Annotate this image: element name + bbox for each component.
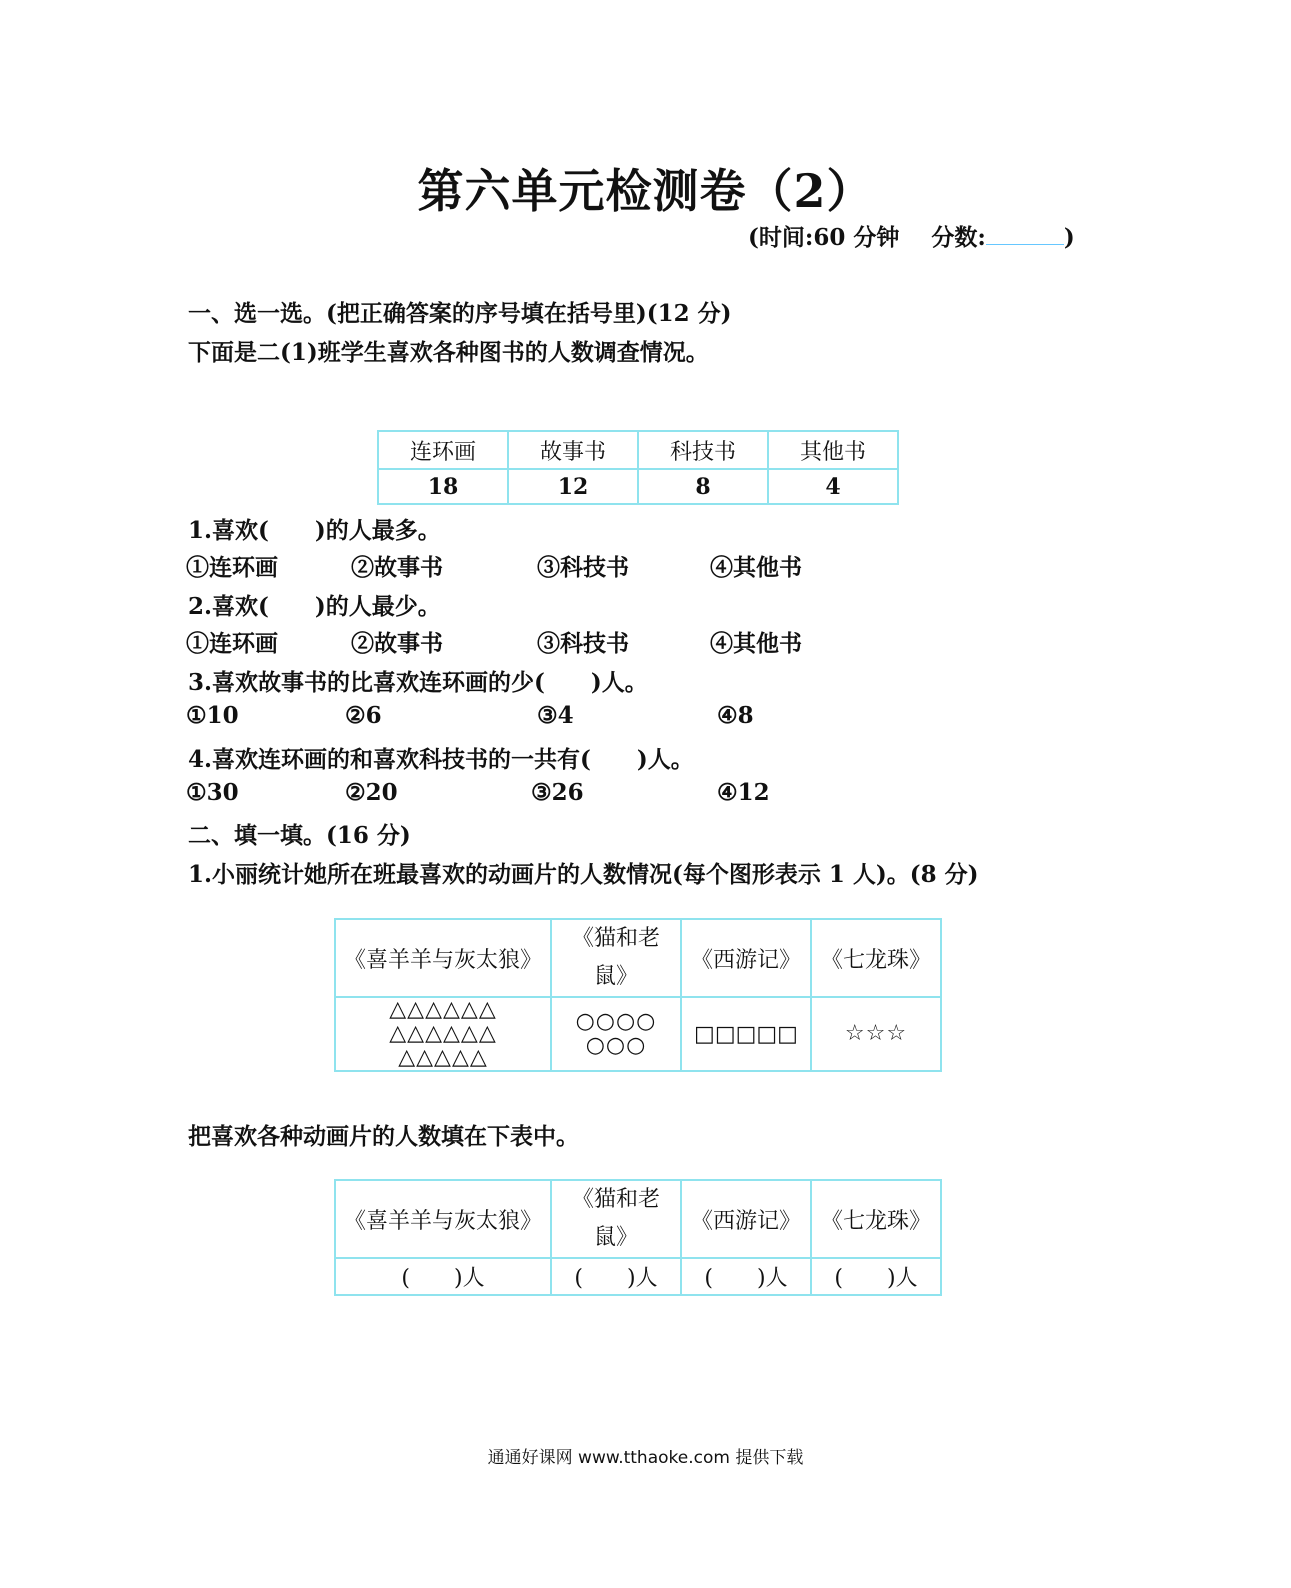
circle-row: ○○○○ bbox=[575, 1009, 657, 1034]
cartoon-header: 《喜羊羊与灰太狼》 bbox=[335, 1180, 551, 1258]
section1-heading: 一、选一选。(把正确答案的序号填在括号里)(12 分) bbox=[188, 300, 732, 327]
answer-blank[interactable]: ( )人 bbox=[811, 1258, 941, 1295]
circle-tally bbox=[551, 997, 681, 1071]
table-header: 连环画 bbox=[378, 431, 508, 469]
option: ④12 bbox=[717, 779, 770, 806]
option: ④其他书 bbox=[710, 554, 802, 581]
star-tally: ☆☆☆ bbox=[811, 997, 941, 1071]
option: ③4 bbox=[537, 702, 574, 729]
cartoon-count-table bbox=[334, 1179, 942, 1296]
cartoon-header: 《西游记》 bbox=[681, 1180, 811, 1258]
option: ③科技书 bbox=[537, 554, 629, 581]
section2-question-1: 1.小丽统计她所在班最喜欢的动画片的人数情况(每个图形表示 1 人)。(8 分) bbox=[188, 861, 979, 888]
score-blank[interactable] bbox=[986, 243, 1064, 245]
option: ④其他书 bbox=[710, 630, 802, 657]
option: ③26 bbox=[531, 779, 584, 806]
circle-row: ○○○ bbox=[585, 1033, 647, 1058]
table-header: 其他书 bbox=[768, 431, 898, 469]
cartoon-header: 《西游记》 bbox=[681, 919, 811, 997]
score-label: 分数: bbox=[931, 224, 986, 251]
cartoon-header: 《猫和老鼠》 bbox=[551, 919, 681, 997]
question-4: 4.喜欢连环画的和喜欢科技书的一共有( )人。 bbox=[188, 746, 694, 773]
table-header: 科技书 bbox=[638, 431, 768, 469]
table-cell: 8 bbox=[638, 469, 768, 504]
table-header: 故事书 bbox=[508, 431, 638, 469]
table-cell: 4 bbox=[768, 469, 898, 504]
square-tally: □□□□□ bbox=[681, 997, 811, 1071]
answer-blank[interactable]: ( )人 bbox=[551, 1258, 681, 1295]
option: ①连环画 bbox=[186, 630, 278, 657]
section2-heading: 二、填一填。(16 分) bbox=[188, 822, 411, 849]
triangle-row: △△△△△△ bbox=[389, 1021, 497, 1046]
footer-source: 通通好课网 www.tthaoke.com 提供下载 bbox=[487, 1448, 804, 1468]
option: ①10 bbox=[186, 702, 239, 729]
option: ②20 bbox=[345, 779, 398, 806]
page-title: 第六单元检测卷（2） bbox=[417, 164, 874, 218]
cartoon-header: 《猫和老鼠》 bbox=[551, 1180, 681, 1258]
answer-blank[interactable]: ( )人 bbox=[335, 1258, 551, 1295]
fill-table-intro: 把喜欢各种动画片的人数填在下表中。 bbox=[188, 1123, 579, 1150]
exam-meta bbox=[748, 219, 1075, 252]
option: ②故事书 bbox=[351, 554, 443, 581]
table-cell: 18 bbox=[378, 469, 508, 504]
question-2: 2.喜欢( )的人最少。 bbox=[188, 593, 441, 620]
triangle-row: △△△△△ bbox=[398, 1045, 488, 1070]
section1-intro: 下面是二(1)班学生喜欢各种图书的人数调查情况。 bbox=[188, 339, 709, 366]
cartoon-pictograph-table bbox=[334, 918, 942, 1072]
option: ③科技书 bbox=[537, 630, 629, 657]
triangle-row: △△△△△△ bbox=[389, 997, 497, 1022]
option: ①30 bbox=[186, 779, 239, 806]
question-1: 1.喜欢( )的人最多。 bbox=[188, 517, 441, 544]
question-3: 3.喜欢故事书的比喜欢连环画的少( )人。 bbox=[188, 669, 648, 696]
answer-blank[interactable]: ( )人 bbox=[681, 1258, 811, 1295]
time-label: (时间:60 分钟 bbox=[748, 224, 900, 251]
meta-close: ) bbox=[1063, 224, 1075, 251]
book-survey-table bbox=[377, 430, 899, 505]
option: ④8 bbox=[717, 702, 754, 729]
triangle-tally bbox=[335, 997, 551, 1071]
cartoon-header: 《喜羊羊与灰太狼》 bbox=[335, 919, 551, 997]
option: ①连环画 bbox=[186, 554, 278, 581]
option: ②6 bbox=[345, 702, 382, 729]
cartoon-header: 《七龙珠》 bbox=[811, 919, 941, 997]
option: ②故事书 bbox=[351, 630, 443, 657]
cartoon-header: 《七龙珠》 bbox=[811, 1180, 941, 1258]
table-cell: 12 bbox=[508, 469, 638, 504]
